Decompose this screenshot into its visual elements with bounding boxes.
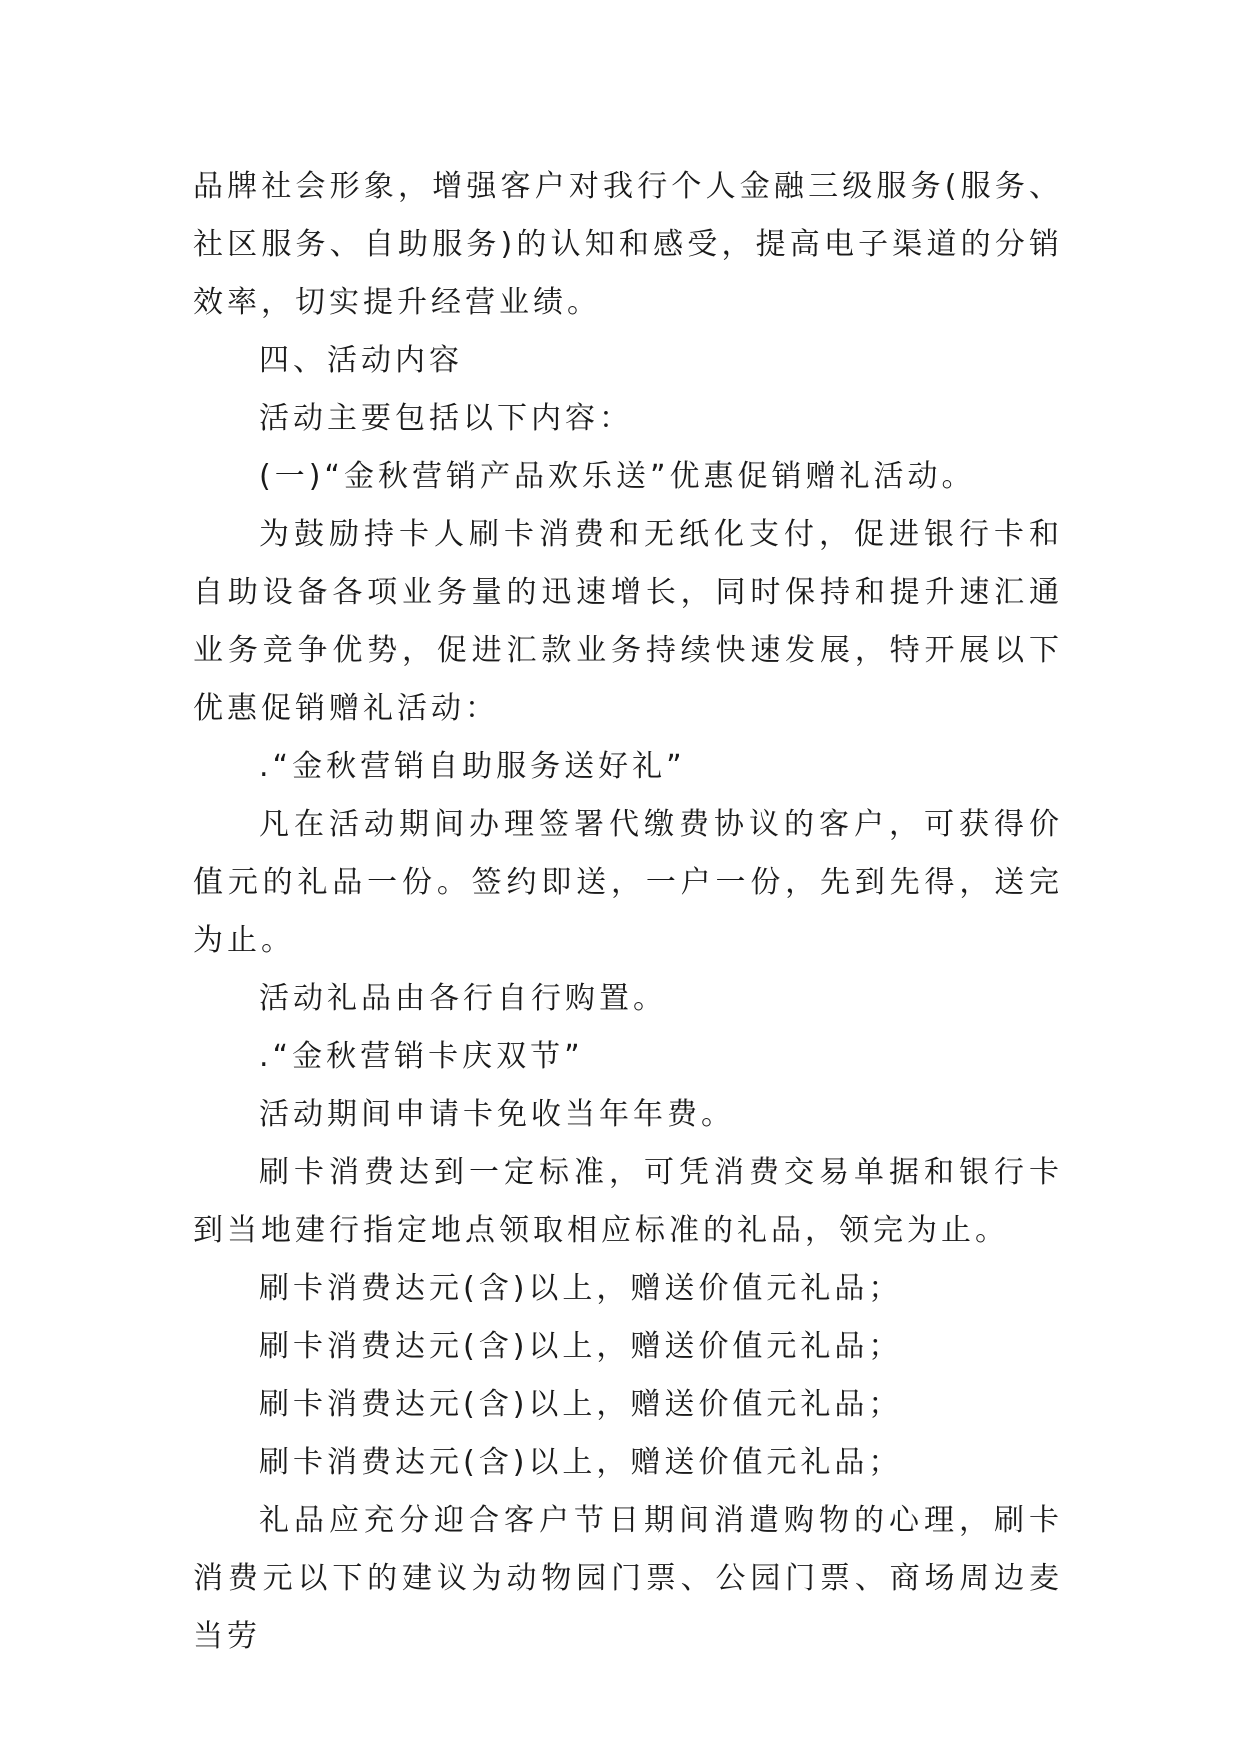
list-item-tier-1: 刷卡消费达元(含)以上，赠送价值元礼品； (259, 1271, 903, 1306)
list-item-tier-3: 刷卡消费达元(含)以上，赠送价值元礼品； (259, 1387, 903, 1422)
paragraph-gift-suggestion: 礼品应充分迎合客户节日期间消遣购物的心理，刷卡消费元以下的建议为动物园门票、公园门票、商场周边麦当劳 (193, 1503, 1063, 1654)
paragraph-gift-purchase: 活动礼品由各行自行购置。 (259, 981, 667, 1016)
document-body (193, 158, 1063, 1666)
paragraph-promotion-purpose: 为鼓励持卡人刷卡消费和无纸化支付，促进银行卡和自助设备各项业务量的迅速增长，同时保持和提升速汇通业务竞争优势，促进汇款业务持续快速发展，特开展以下优惠促销赠礼活动： (193, 517, 1063, 726)
heading-activity-content: 四、活动内容 (259, 343, 463, 378)
paragraph-brand-image: 品牌社会形象，增强客户对我行个人金融三级服务(服务、社区服务、自助服务)的认知和感受，提高电子渠道的分销效率，切实提升经营业绩。 (193, 169, 1063, 320)
item-self-service-gift: .“金秋营销自助服务送好礼” (259, 749, 686, 784)
item-card-festival: .“金秋营销卡庆双节” (259, 1039, 584, 1074)
paragraph-annual-fee: 活动期间申请卡免收当年年费。 (259, 1097, 735, 1132)
list-item-tier-4: 刷卡消费达元(含)以上，赠送价值元礼品； (259, 1445, 903, 1480)
subheading-promotion: (一)“金秋营销产品欢乐送”优惠促销赠礼活动。 (259, 459, 976, 494)
paragraph-activity-intro: 活动主要包括以下内容： (259, 401, 633, 436)
list-item-tier-2: 刷卡消费达元(含)以上，赠送价值元礼品； (259, 1329, 903, 1364)
paragraph-self-service-detail: 凡在活动期间办理签署代缴费协议的客户，可获得价值元的礼品一份。签约即送，一户一份，先到先得，送完为止。 (193, 807, 1063, 958)
paragraph-spending-standard: 刷卡消费达到一定标准，可凭消费交易单据和银行卡到当地建行指定地点领取相应标准的礼品，领完为止。 (193, 1155, 1063, 1248)
